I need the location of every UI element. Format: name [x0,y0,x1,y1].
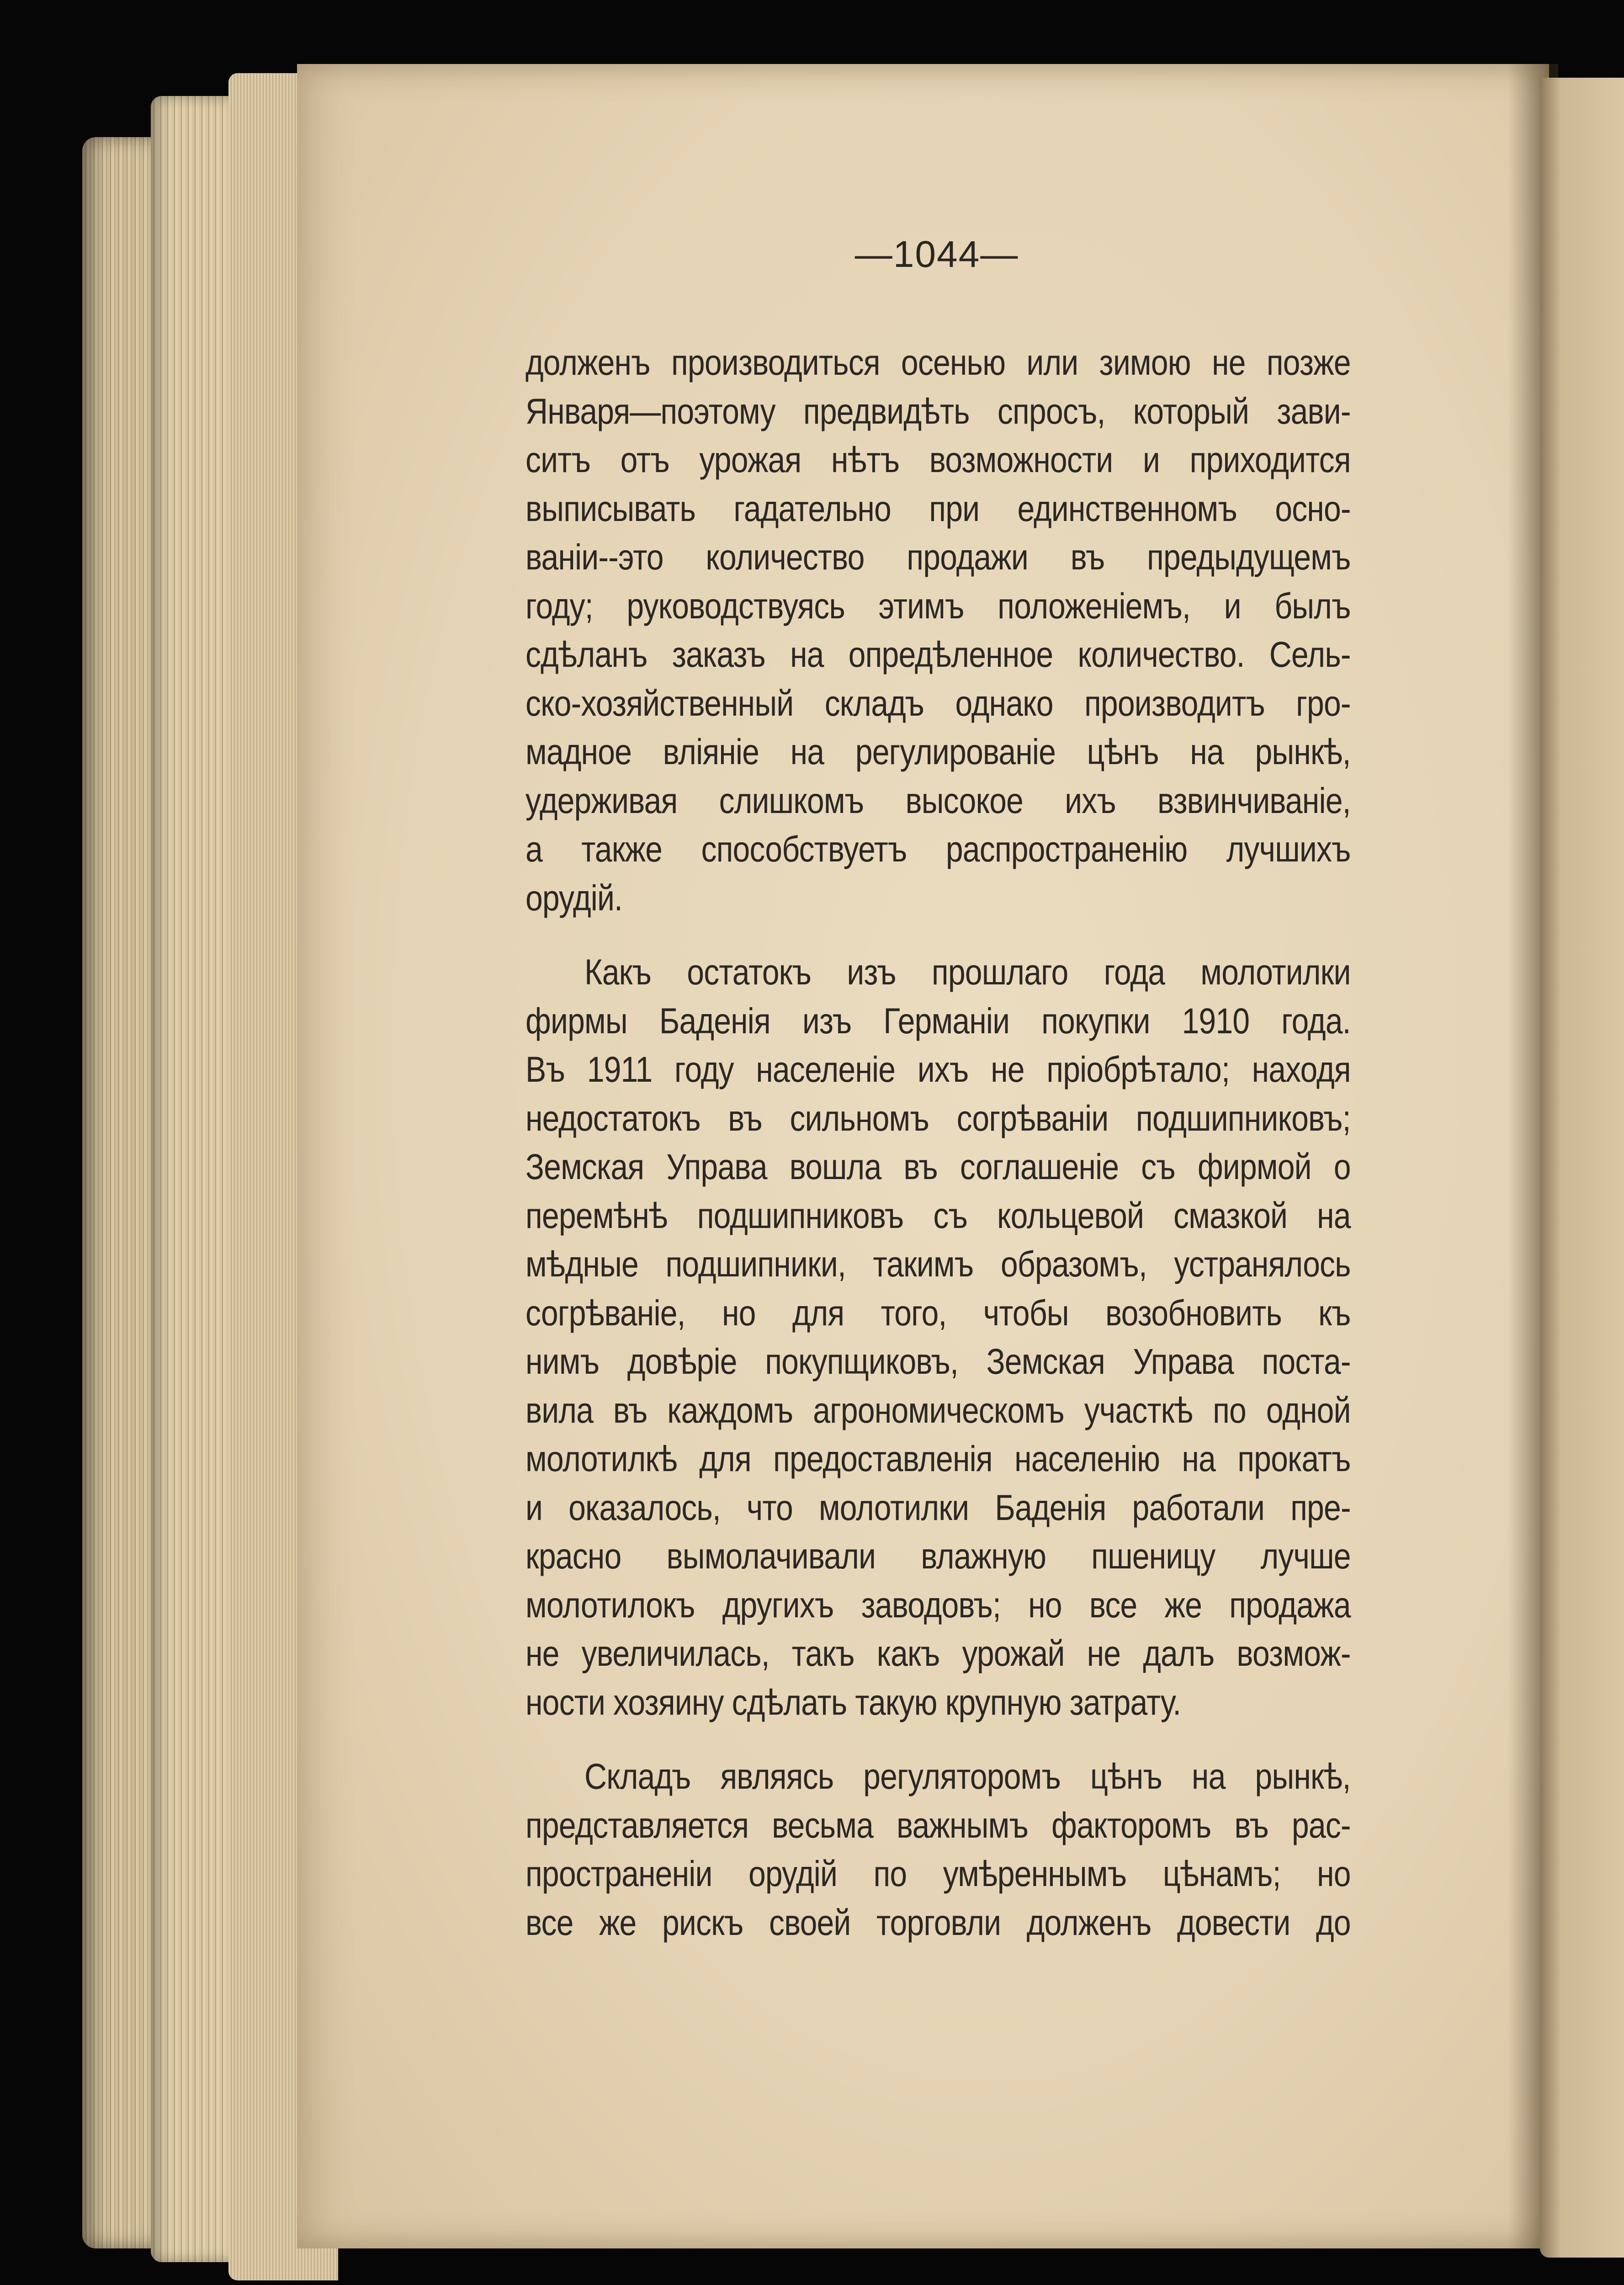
body-text [525,338,1353,1947]
facing-page-edge [1540,78,1624,2258]
text-line: пространеніи орудій по умѣреннымъ цѣнамъ; но [525,1853,1351,1894]
text-line: мадное вліяніе на регулированіе цѣнъ на рынкѣ, [525,731,1351,772]
text-line: и оказалось, что молотилки Баденія работали пре- [525,1487,1351,1528]
text-line: сдѣланъ заказъ на опредѣленное количество. Сель- [525,634,1351,675]
text-line: орудій. [525,877,623,918]
text-line: молотилкѣ для предоставленія населенію на прокатъ [525,1438,1351,1479]
text-line: перемѣнѣ подшипниковъ съ кольцевой смазкой на [525,1195,1351,1236]
text-line: ско-хозяйственный складъ однако производитъ гро- [525,682,1351,723]
text-line: Земская Управа вошла въ соглашеніе съ фирмой о [525,1146,1351,1187]
text-line: удерживая слишкомъ высокое ихъ взвинчиваніе, [525,780,1351,821]
text-line: ситъ отъ урожая нѣтъ возможности и приходится [525,439,1351,480]
text-line: долженъ производиться осенью или зимою не позже [525,342,1351,383]
text-line: а также способствуетъ распространенію лучшихъ [525,829,1351,869]
text-line: не увеличилась, такъ какъ урожай не далъ возмож- [525,1633,1351,1674]
paragraph [525,338,1353,922]
text-line: ваніи--это количество продажи въ предыдущемъ [525,537,1351,577]
text-line: фирмы Баденія изъ Германіи покупки 1910 года. [525,1000,1351,1041]
text-line: мѣдные подшипники, такимъ образомъ, устранялось [525,1243,1351,1284]
paragraph [525,948,1353,1727]
text-line: недостатокъ въ сильномъ согрѣваніи подшипниковъ; [525,1097,1351,1138]
text-line: красно вымолачивали влажную пшеницу лучше [525,1536,1351,1576]
page-number: —1044— [854,234,1019,275]
text-line: году; руководствуясь этимъ положеніемъ, и былъ [525,585,1351,626]
text-line: выписывать гадательно при единственномъ осно- [525,488,1351,529]
text-line: вила въ каждомъ агрономическомъ участкѣ по одной [525,1389,1351,1430]
text-line: Какъ остатокъ изъ прошлаго года молотилки [584,951,1351,992]
text-line: ности хозяину сдѣлать такую крупную затрату. [525,1681,1181,1722]
paragraph [525,1752,1353,1947]
text-line: Складъ являясь регуляторомъ цѣнъ на рынкѣ, [584,1756,1351,1796]
text-line: все же рискъ своей торговли долженъ довести до [525,1902,1351,1943]
text-line: молотилокъ другихъ заводовъ; но все же продажа [525,1584,1351,1625]
text-line: представляется весьма важнымъ факторомъ въ рас- [525,1804,1351,1845]
text-line: согрѣваніе, но для того, чтобы возобновить къ [525,1292,1351,1333]
text-line: Въ 1911 году населеніе ихъ не пріобрѣтало; находя [525,1049,1351,1089]
text-line: Января—поэтому предвидѣть спросъ, который зави- [525,390,1351,431]
text-line: нимъ довѣріе покупщиковъ, Земская Управа поста- [525,1341,1351,1382]
